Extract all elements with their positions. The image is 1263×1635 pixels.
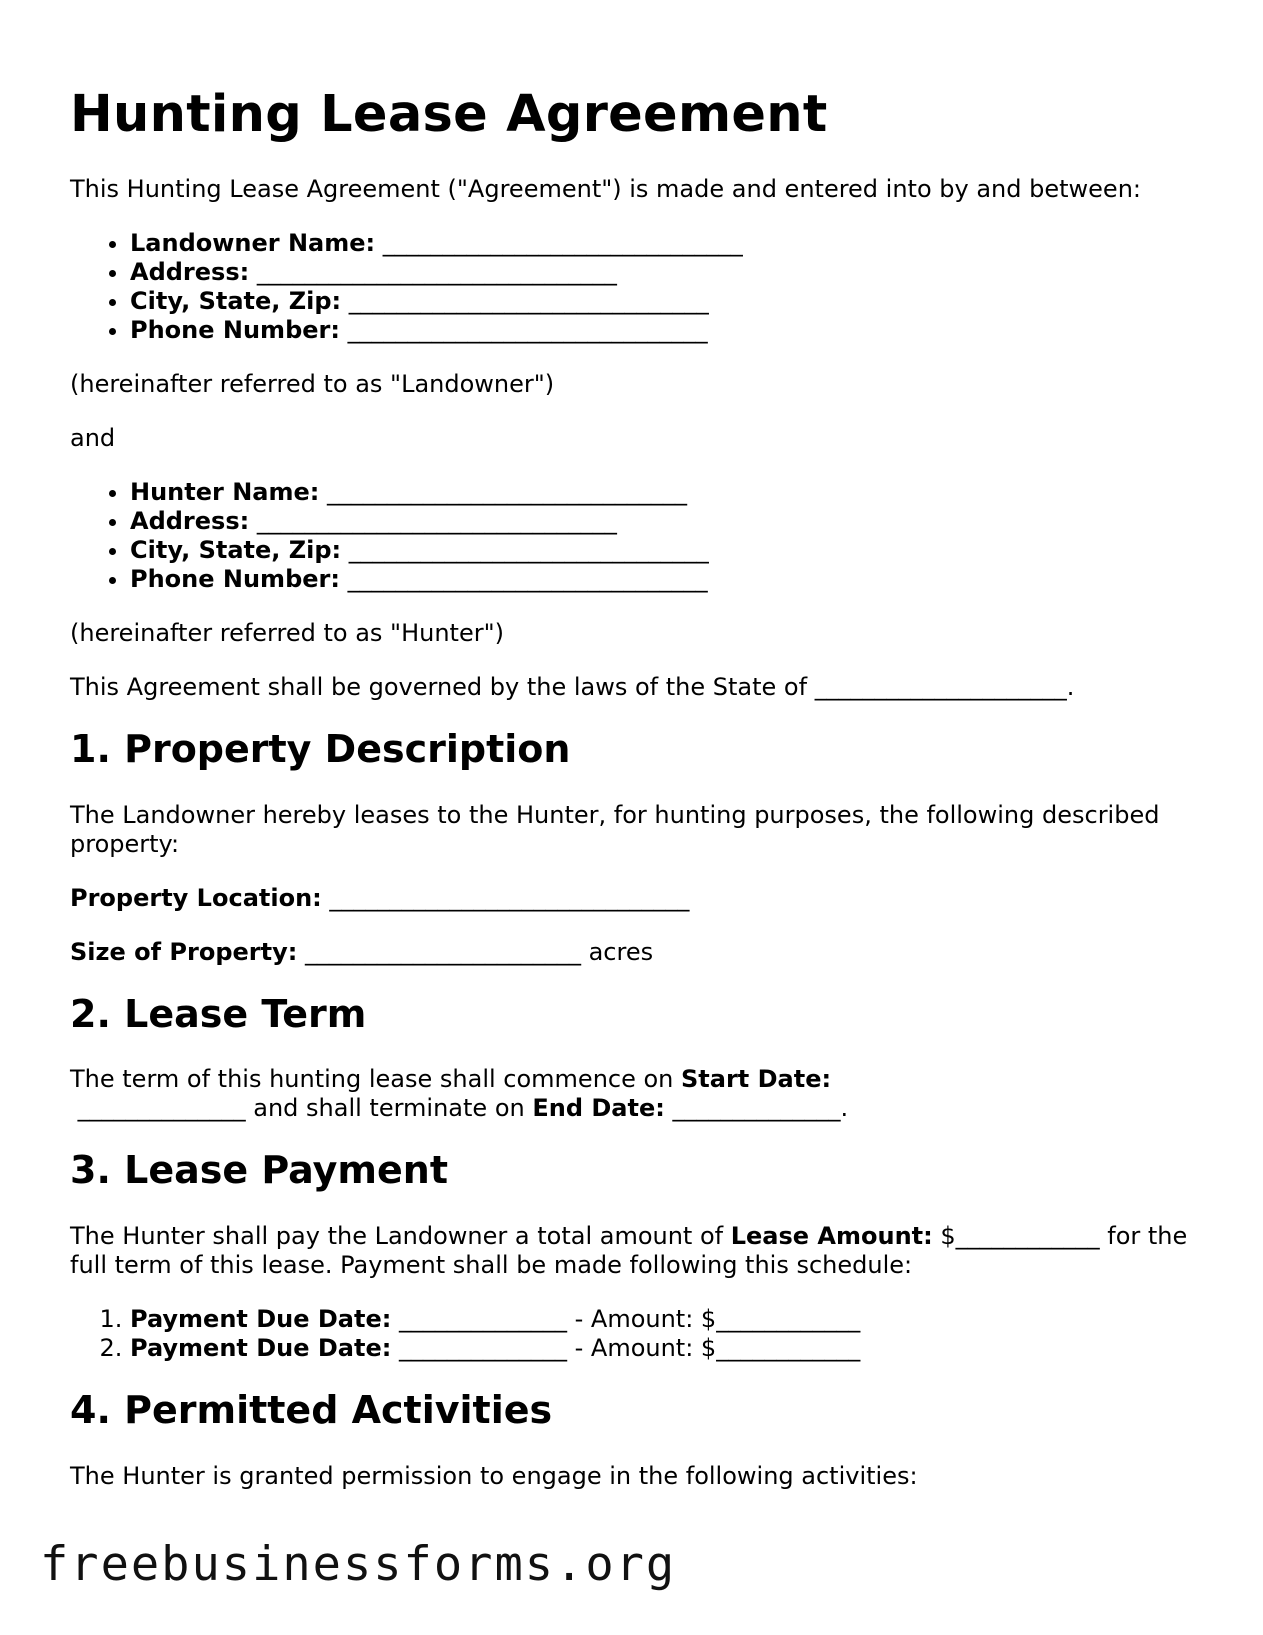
property-size-field (70, 938, 1190, 967)
landowner-address-field (130, 258, 1190, 287)
landowner-phone-field (130, 316, 1190, 345)
governing-law-text: This Agreement shall be governed by the laws of the State of _____________________. (70, 673, 1075, 702)
hunter-address-field (130, 507, 1190, 536)
payment-schedule-item (130, 1334, 1190, 1363)
lease-amount-blank[interactable]: $____________ for the full term of this lease. Payment shall be made following this schedule: (70, 1221, 1188, 1279)
intro-paragraph: This Hunting Lease Agreement ("Agreement") is made and entered into by and between: (70, 175, 1141, 204)
start-date-label: Start Date: (681, 1065, 832, 1094)
start-date-blank[interactable]: ______________ and shall terminate on (70, 1094, 533, 1123)
field-label: Landowner Name: (130, 229, 376, 258)
field-blank[interactable]: ______________________________ (249, 258, 617, 287)
section-heading-lease-payment: 3. Lease Payment (70, 1148, 449, 1193)
field-blank[interactable]: _______________________ acres (297, 937, 654, 966)
and-text: and (70, 424, 116, 453)
hunter-name-field (130, 478, 1190, 507)
hunter-fields-list (70, 478, 1190, 594)
field-label: City, State, Zip: (130, 536, 342, 565)
watermark-text: freebusinessforms.org (40, 1537, 677, 1592)
landowner-name-field (130, 229, 1190, 258)
section-heading-lease-term: 2. Lease Term (70, 991, 367, 1036)
document-title: Hunting Lease Agreement (70, 85, 828, 144)
lease-amount-label: Lease Amount: (730, 1221, 933, 1250)
field-label: City, State, Zip: (130, 287, 342, 316)
end-date-blank[interactable]: ______________. (664, 1094, 849, 1123)
landowner-fields-list (70, 229, 1190, 345)
payment-blank[interactable]: ______________ - Amount: $____________ (391, 1304, 861, 1333)
document-page (70, 84, 1190, 1516)
payment-due-date-label: Payment Due Date: (130, 1304, 392, 1333)
payment-due-date-label: Payment Due Date: (130, 1333, 392, 1362)
section-heading-property: 1. Property Description (70, 727, 571, 772)
field-blank[interactable]: ______________________________ (339, 316, 708, 345)
hunter-phone-field (130, 565, 1190, 594)
payment-schedule-list (70, 1305, 1190, 1363)
property-location-field (70, 884, 1190, 913)
section-heading-permitted-activities: 4. Permitted Activities (70, 1387, 553, 1432)
field-label: Address: (130, 258, 250, 287)
field-label: Property Location: (70, 883, 322, 912)
hunter-referred-text: (hereinafter referred to as "Hunter") (70, 619, 504, 648)
field-label: Hunter Name: (130, 478, 320, 507)
field-blank[interactable]: ______________________________ (339, 565, 708, 594)
end-date-label: End Date: (532, 1094, 665, 1123)
payment-schedule-item (130, 1305, 1190, 1334)
field-blank[interactable]: ______________________________ (319, 478, 688, 507)
text-run: The term of this hunting lease shall commence on (70, 1065, 682, 1094)
lease-term-text (70, 1065, 1190, 1123)
text-run: The Hunter shall pay the Landowner a total amount of (70, 1221, 731, 1250)
field-blank[interactable]: ______________________________ (341, 536, 709, 565)
field-label: Address: (130, 507, 250, 536)
field-label: Phone Number: (130, 316, 340, 345)
landowner-city-state-zip-field (130, 287, 1190, 316)
field-blank[interactable]: ______________________________ (375, 229, 743, 258)
landowner-referred-text: (hereinafter referred to as "Landowner") (70, 370, 555, 399)
payment-blank[interactable]: ______________ - Amount: $____________ (391, 1333, 861, 1362)
field-label: Phone Number: (130, 565, 340, 594)
hunter-city-state-zip-field (130, 536, 1190, 565)
field-blank[interactable]: ______________________________ (249, 507, 617, 536)
field-label: Size of Property: (70, 937, 298, 966)
permitted-activities-text: The Hunter is granted permission to engage in the following activities: (70, 1461, 918, 1490)
property-description-text: The Landowner hereby leases to the Hunter, for hunting purposes, the following described property: (70, 800, 1160, 858)
field-blank[interactable]: ______________________________ (321, 883, 690, 912)
field-blank[interactable]: ______________________________ (341, 287, 709, 316)
lease-payment-text (70, 1222, 1190, 1280)
